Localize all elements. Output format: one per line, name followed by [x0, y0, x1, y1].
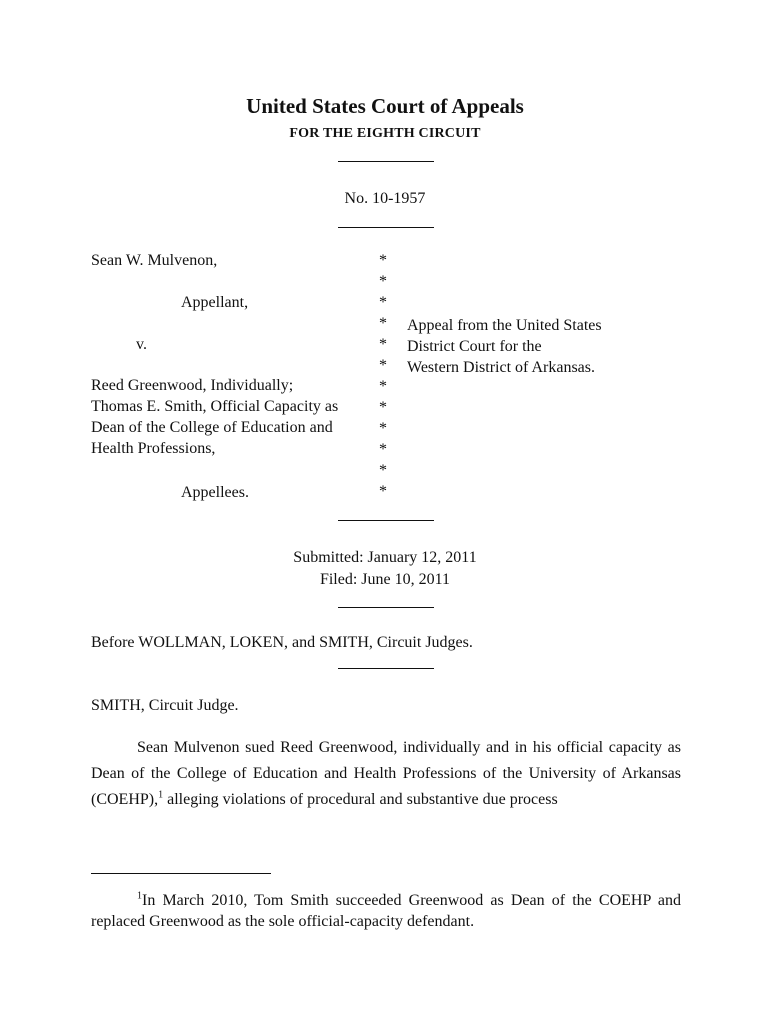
divider-rule — [338, 520, 434, 521]
case-number: No. 10-1957 — [344, 190, 426, 207]
submitted-date: Submitted: January 12, 2011 — [293, 549, 477, 566]
divider-rule — [338, 227, 434, 228]
footnote — [91, 890, 681, 932]
opinion-text: Sean Mulvenon sued Reed Greenwood, individually and in his official capacity as Dean of the College of Education and Health Professions of the University of Arkansas (COEHP), — [91, 739, 681, 808]
caption-star: * — [379, 441, 387, 458]
panel-judges: Before WOLLMAN, LOKEN, and SMITH, Circuit Judges. — [91, 634, 473, 651]
appellee-line: Health Professions, — [91, 440, 216, 457]
appellant-name: Sean W. Mulvenon, — [91, 252, 218, 269]
opinion-author: SMITH, Circuit Judge. — [91, 697, 239, 714]
caption-star: * — [379, 483, 387, 500]
caption-star: * — [379, 336, 387, 353]
divider-rule — [338, 161, 434, 162]
caption-star: * — [379, 315, 387, 332]
caption-star: * — [379, 399, 387, 416]
appeal-from-line: Appeal from the United States — [407, 317, 602, 334]
caption-star: * — [379, 378, 387, 395]
footnote-reference[interactable]: 1 — [158, 789, 164, 801]
versus: v. — [136, 336, 147, 353]
circuit-name: FOR THE EIGHTH CIRCUIT — [289, 126, 481, 141]
appellee-line: Reed Greenwood, Individually; — [91, 377, 294, 394]
filed-date: Filed: June 10, 2011 — [319, 571, 451, 588]
appellees-role: Appellees. — [181, 484, 249, 501]
footnote-text: In March 2010, Tom Smith succeeded Greenwood as Dean of the COEHP and replaced Greenwood as the sole official-capacity defendant. — [91, 892, 681, 930]
divider-rule — [338, 668, 434, 669]
appellant-role: Appellant, — [181, 294, 249, 311]
appeal-from-line: Western District of Arkansas. — [407, 359, 595, 376]
opinion-paragraph — [91, 735, 681, 813]
divider-rule — [338, 607, 434, 608]
caption-star: * — [379, 420, 387, 437]
opinion-text: alleging violations of procedural and substantive due process — [163, 791, 558, 808]
caption-star: * — [379, 273, 387, 290]
caption-star: * — [379, 294, 387, 311]
caption-star: * — [379, 462, 387, 479]
appellee-line: Dean of the College of Education and — [91, 419, 333, 436]
appeal-from-line: District Court for the — [407, 338, 542, 355]
court-title: United States Court of Appeals — [246, 94, 524, 118]
appellee-line: Thomas E. Smith, Official Capacity as — [91, 398, 339, 415]
footnote-rule — [91, 873, 271, 874]
footnote-marker: 1 — [137, 890, 142, 902]
caption-star: * — [379, 252, 387, 269]
caption-star: * — [379, 357, 387, 374]
